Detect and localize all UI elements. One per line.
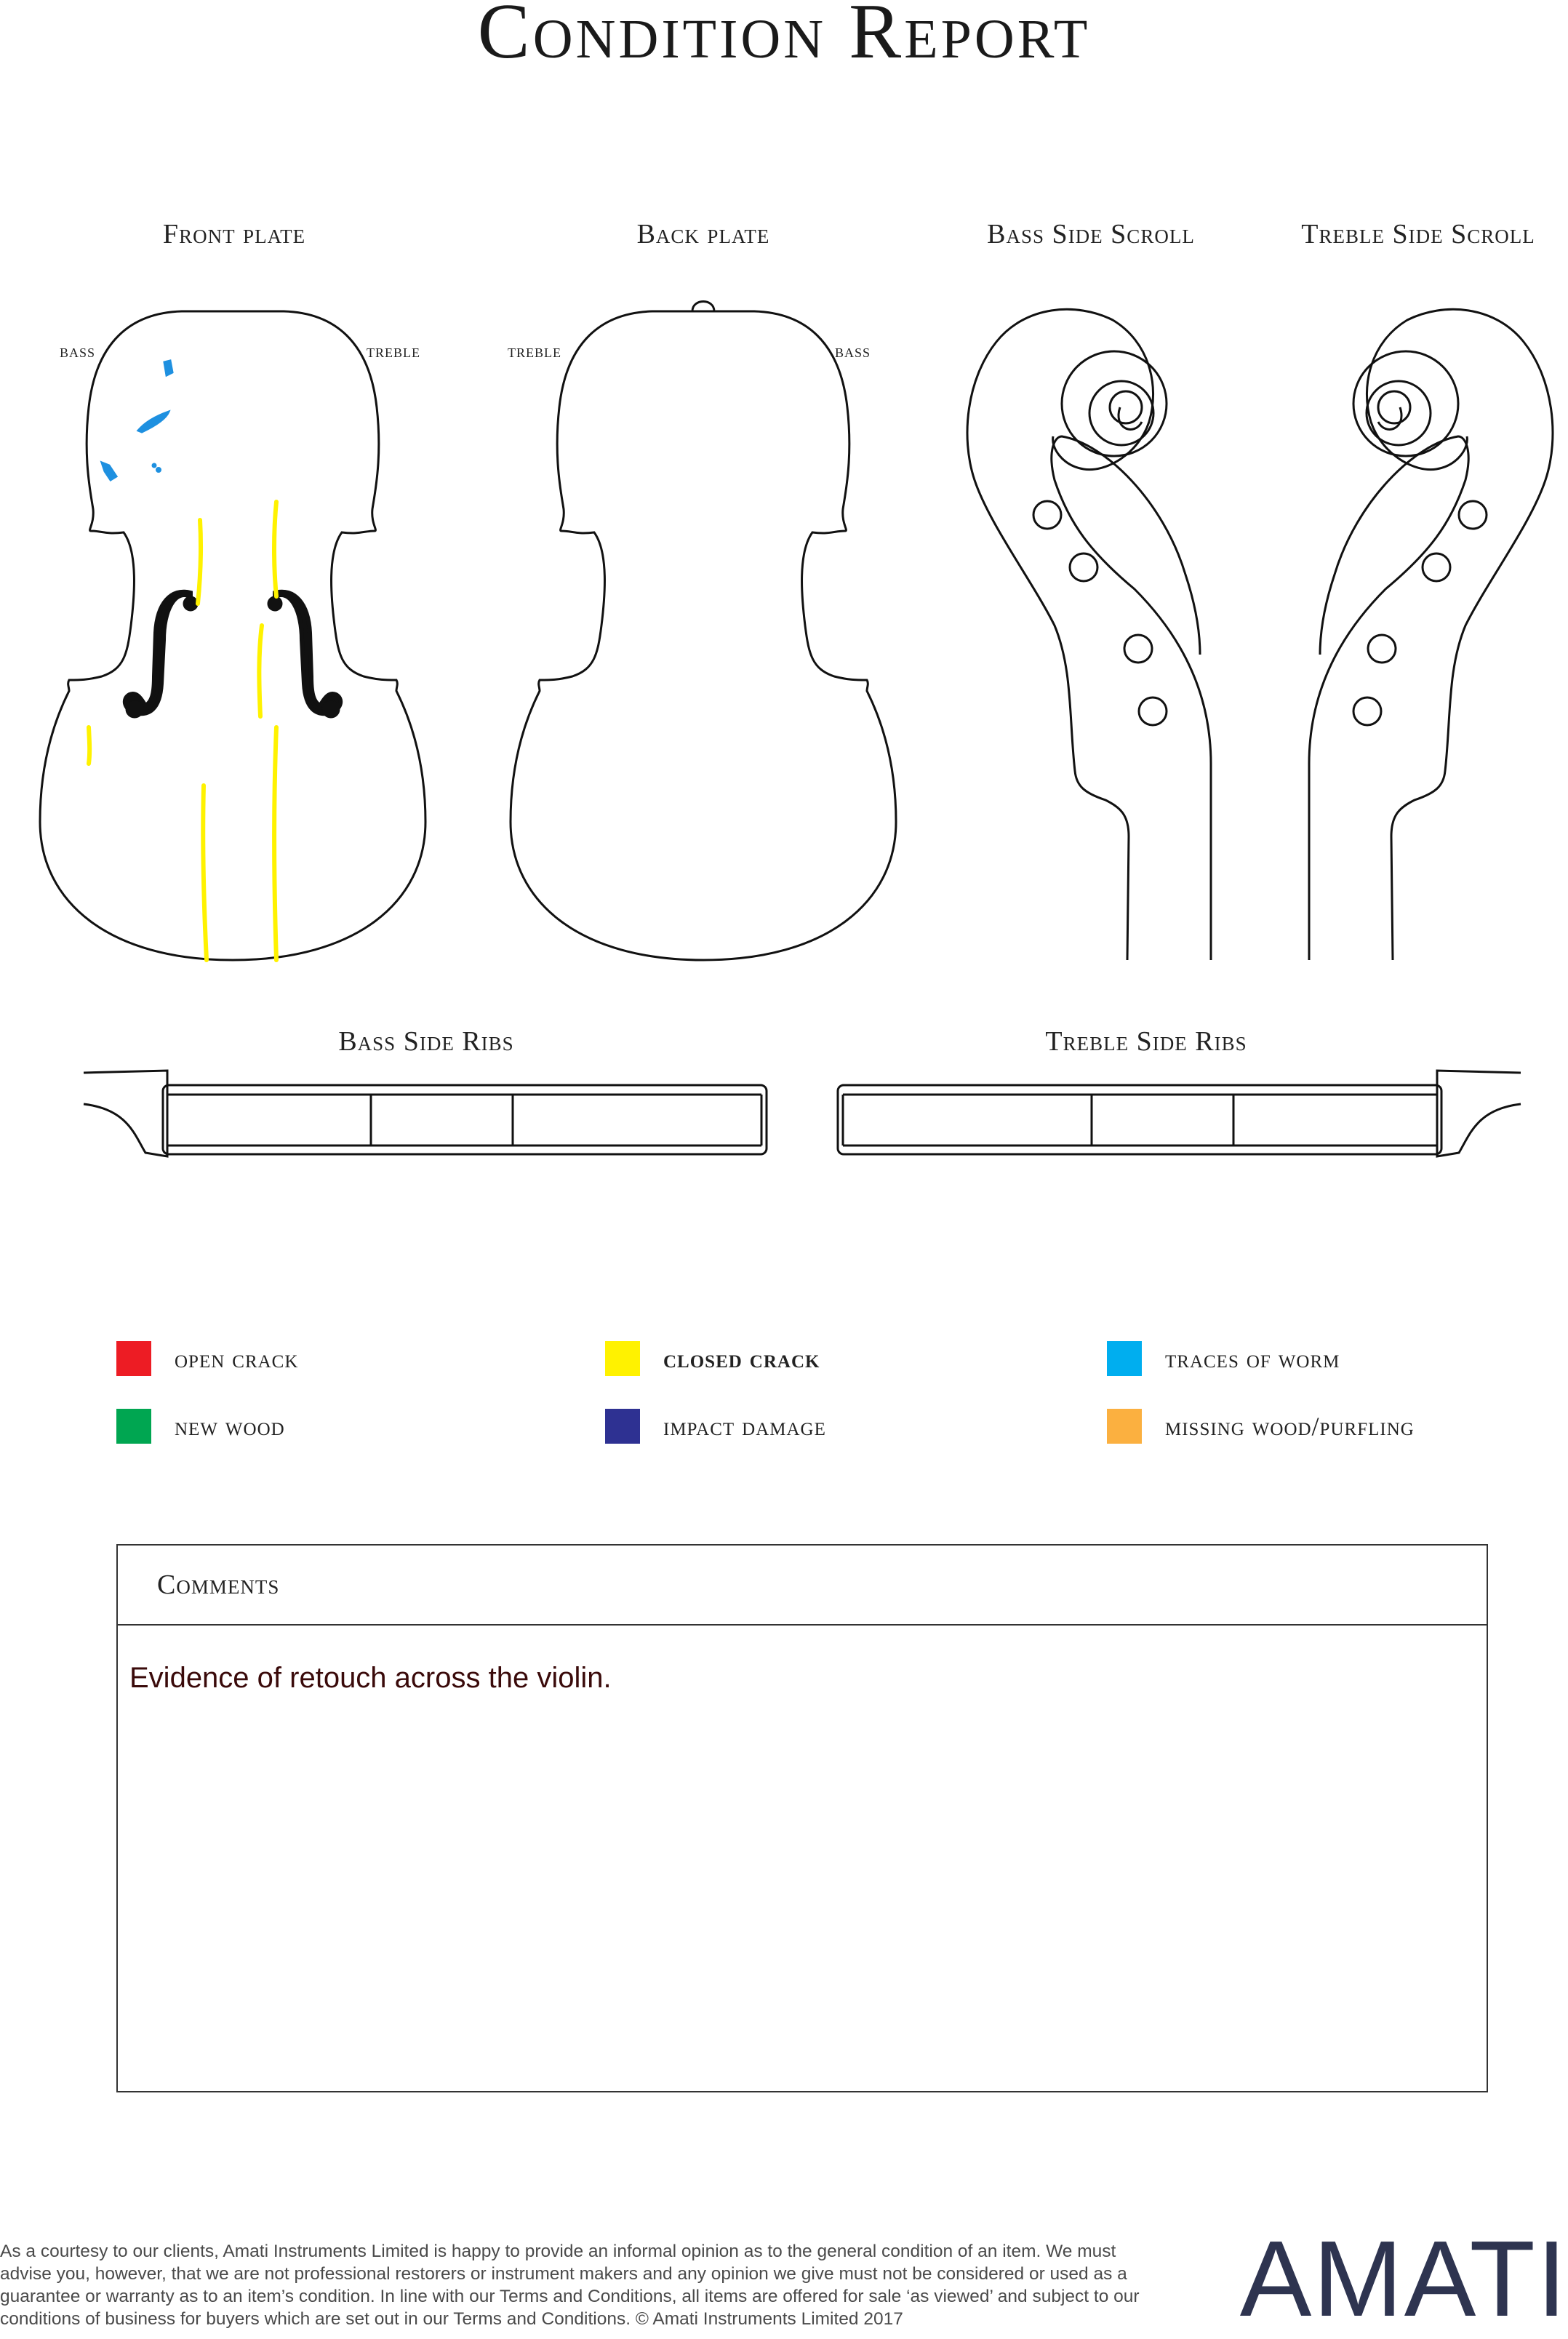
legend-swatch — [116, 1409, 151, 1444]
back-treble-label: treble — [508, 342, 561, 361]
bass-side-scroll-label: Bass Side Scroll — [987, 219, 1195, 249]
back-plate-label: Back plate — [636, 219, 770, 249]
legend-swatch — [605, 1409, 640, 1444]
treble-ribs-diagram — [838, 1071, 1521, 1156]
disclaimer-text: As a courtesy to our clients, Amati Instruments Limited is happy to provide an informal opinion as to the general condition of an item. We must advise you, however, that we are not professional restorers or instrument makers and any opinion we give must not be considered or used as a guarantee or warranty as to an item’s condition. In line with our Terms and Conditions, all items are offered for sale ‘as viewed’ and subject to our conditions of business for buyers which are set out in our Terms and Conditions. © Amati Instruments Limited 2017 — [0, 2242, 1140, 2329]
comments-text: Evidence of retouch across the violin. — [129, 1662, 612, 1694]
closed-crack-markings — [89, 502, 276, 960]
comments-heading: Comments — [157, 1570, 280, 1600]
front-treble-label: treble — [367, 342, 420, 361]
bass-ribs-diagram — [84, 1071, 767, 1156]
legend-label: traces of worm — [1165, 1344, 1340, 1373]
bass-side-ribs-label: Bass Side Ribs — [338, 1026, 514, 1057]
front-plate-label: Front plate — [162, 219, 306, 249]
legend-label: impact damage — [663, 1412, 826, 1441]
legend-swatch — [1107, 1409, 1142, 1444]
front-plate-diagram — [40, 311, 425, 960]
legend-open-crack — [116, 1340, 298, 1377]
bass-scroll-diagram — [967, 309, 1211, 960]
legend-swatch — [1107, 1341, 1142, 1376]
legend-traces-of-worm — [1107, 1340, 1340, 1377]
comments-box — [116, 1544, 1488, 2092]
treble-side-ribs-label: Treble Side Ribs — [1045, 1026, 1247, 1057]
legend-swatch — [116, 1341, 151, 1376]
legend-new-wood — [116, 1408, 285, 1444]
front-bass-label: bass — [60, 342, 96, 361]
legend-closed-crack — [605, 1340, 820, 1377]
back-plate-diagram — [511, 302, 896, 961]
page-title: Condition Report — [477, 0, 1091, 75]
amati-logo: AMATI — [1239, 2219, 1568, 2339]
treble-scroll-diagram — [1309, 309, 1553, 960]
f-holes — [125, 592, 340, 718]
back-bass-label: bass — [835, 342, 871, 361]
legend-label: missing wood/purfling — [1165, 1412, 1415, 1441]
comments-header — [118, 1546, 1487, 1626]
legend-label: new wood — [175, 1412, 285, 1441]
legend-label: open crack — [175, 1344, 299, 1373]
legend-impact-damage — [605, 1408, 826, 1444]
treble-side-scroll-label: Treble Side Scroll — [1301, 219, 1535, 249]
worm-markings — [102, 361, 172, 480]
legend-swatch — [605, 1341, 640, 1376]
legend-label: closed crack — [663, 1344, 820, 1373]
legend-missing-wood — [1107, 1408, 1415, 1444]
